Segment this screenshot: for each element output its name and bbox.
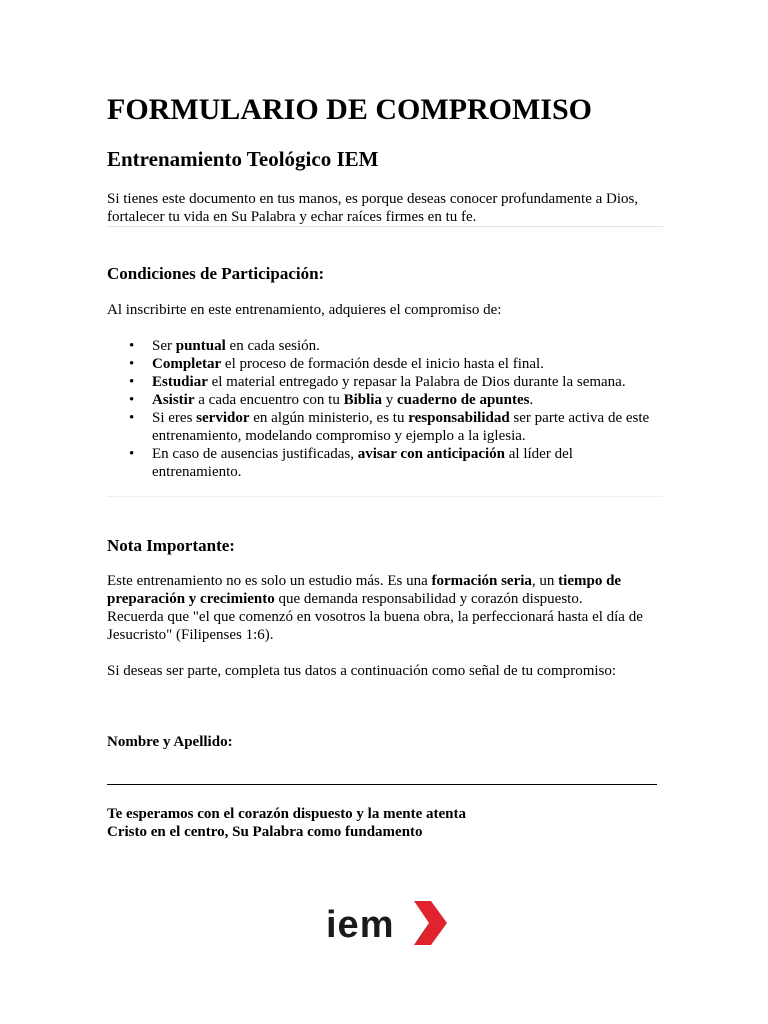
conditions-lead: Al inscribirte en este entrenamiento, adquieres el compromiso de: — [107, 302, 502, 318]
note-call-to-action: Si deseas ser parte, completa tus datos a continuación como señal de tu compromiso: — [107, 663, 617, 679]
closing-line-2: Cristo en el centro, Su Palabra como fundamento — [107, 824, 423, 840]
condition-item — [107, 337, 663, 355]
divider — [107, 496, 663, 497]
note-text: , un — [531, 573, 559, 589]
iem-logo — [326, 897, 450, 949]
condition-text: a cada encuentro con tu — [194, 392, 344, 408]
bullet-icon: • — [129, 356, 135, 372]
condition-text: el proceso de formación desde el inicio hasta el final. — [221, 356, 544, 372]
condition-text: y — [381, 392, 397, 408]
logo-wordmark: iem — [326, 904, 395, 946]
condition-emphasis: servidor — [196, 410, 250, 426]
note-verse: Recuerda que "el que comenzó en vosotros la buena obra, la perfeccionará hasta el día de Jesucristo" (Filipenses 1:6). — [107, 609, 643, 643]
conditions-heading: Condiciones de Participación: — [107, 264, 325, 283]
condition-emphasis: Biblia — [343, 392, 382, 408]
condition-emphasis: avisar con anticipación — [357, 446, 505, 462]
condition-item — [107, 445, 663, 481]
condition-item — [107, 355, 663, 373]
condition-emphasis: responsabilidad — [408, 410, 510, 426]
bullet-icon: • — [129, 446, 135, 462]
document-title: FORMULARIO DE COMPROMISO — [107, 93, 592, 126]
condition-text: En caso de ausencias justificadas, — [152, 446, 358, 462]
closing-line-1: Te esperamos con el corazón dispuesto y la mente atenta — [107, 806, 466, 822]
condition-emphasis: cuaderno de apuntes — [396, 392, 530, 408]
condition-text: en algún ministerio, es tu — [249, 410, 409, 426]
bullet-icon: • — [129, 338, 135, 354]
note-text: Este entrenamiento no es solo un estudio más. Es una — [107, 573, 432, 589]
condition-emphasis: Completar — [152, 356, 222, 372]
condition-text: el material entregado y repasar la Palabra de Dios durante la semana. — [207, 374, 626, 390]
condition-emphasis: Asistir — [152, 392, 195, 408]
condition-emphasis: Estudiar — [152, 374, 208, 390]
condition-item — [107, 409, 663, 445]
condition-text: al líder del entrenamiento. — [152, 446, 573, 480]
condition-text: ser parte activa de este entrenamiento, modelando compromiso y ejemplo a la iglesia. — [152, 410, 650, 444]
condition-text: en cada sesión. — [225, 338, 320, 354]
condition-item — [107, 391, 663, 409]
condition-text: . — [529, 392, 534, 408]
intro-paragraph: Si tienes este documento en tus manos, es porque deseas conocer profundamente a Dios, fortalecer tu vida en Su Palabra y echar raíces firmes en tu fe. — [107, 191, 639, 225]
condition-text: Ser — [152, 338, 176, 354]
conditions-list — [107, 337, 663, 481]
name-field-line[interactable] — [107, 784, 657, 785]
bullet-icon: • — [129, 410, 135, 426]
document-subtitle: Entrenamiento Teológico IEM — [107, 147, 379, 171]
bullet-icon: • — [129, 392, 135, 408]
note-paragraph — [107, 572, 663, 644]
note-heading: Nota Importante: — [107, 536, 235, 555]
closing-message — [107, 805, 466, 841]
condition-emphasis: puntual — [175, 338, 226, 354]
note-emphasis: tiempo de preparación y crecimiento — [107, 573, 622, 607]
name-field-label: Nombre y Apellido: — [107, 734, 233, 750]
note-emphasis: formación seria — [431, 573, 532, 589]
divider — [107, 226, 663, 227]
note-text: que demanda responsabilidad y corazón dispuesto. — [274, 591, 583, 607]
condition-text: Si eres — [152, 410, 197, 426]
condition-item — [107, 373, 663, 391]
bullet-icon: • — [129, 374, 135, 390]
